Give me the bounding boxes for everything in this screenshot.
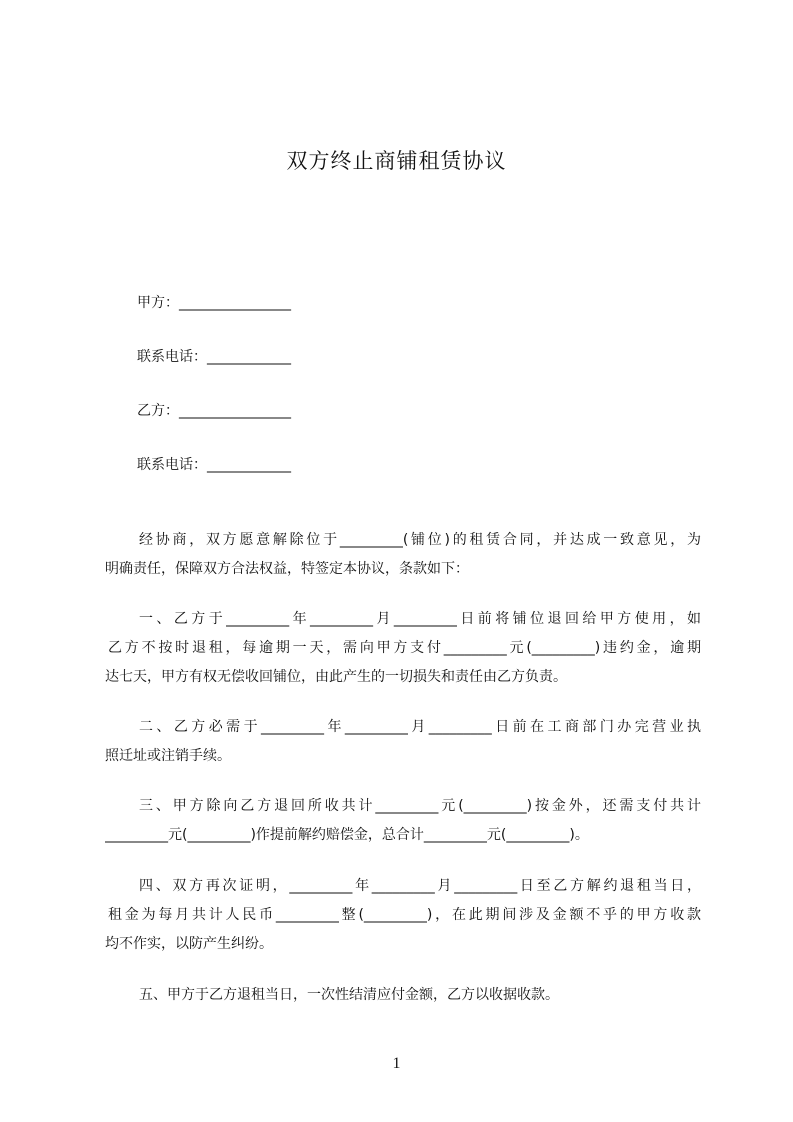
clause-4-line-3: 均不作实，以防产生纠纷。 [105, 936, 273, 952]
clause-1-paragraph [105, 605, 701, 692]
clause-5-line-1: 五、甲方于乙方退租当日，一次性结清应付金额，乙方以收据收款。 [139, 987, 559, 1003]
clause-2-paragraph [105, 713, 701, 771]
clause-4-paragraph [105, 872, 701, 959]
clause-3-line-1: 三、甲方除向乙方退回所收共计_________元(_________)按金外，还需支付共计 [139, 798, 701, 814]
clause-1-line-3: 达七天，甲方有权无偿收回铺位，由此产生的一切损失和责任由乙方负责。 [105, 669, 567, 685]
party-b-line: 乙方：________________ [137, 403, 291, 419]
clause-5-paragraph [105, 981, 701, 1010]
party-b-phone-line: 联系电话：____________ [137, 457, 291, 473]
document-title: 双方终止商铺租赁协议 [286, 149, 507, 173]
clause-1-line-2: 乙方不按时退租，每逾期一天，需向甲方支付_________元(_________)违约金，逾期 [108, 640, 701, 656]
page-number: 1 [392, 1055, 401, 1072]
clause-3-paragraph [105, 792, 701, 850]
party-a-line: 甲方：________________ [137, 295, 291, 311]
clause-1-line-1: 一、乙方于_________年_________月_________日前将铺位退回给甲方使用，如 [139, 611, 701, 627]
party-a-phone-line: 联系电话：____________ [137, 349, 291, 365]
clause-4-line-2: 租金为每月共计人民币_________整(_________)，在此期间涉及金额不乎的甲方收款 [108, 907, 701, 923]
clause-3-line-2: _________元(_________)作提前解约赔偿金，总合计_________元(_________)。 [105, 827, 589, 843]
preamble-paragraph [105, 526, 701, 584]
preamble-line-2: 明确责任，保障双方合法权益，特签定本协议，条款如下： [105, 561, 469, 577]
clause-2-line-2: 照迁址或注销手续。 [105, 748, 231, 764]
preamble-line-1: 经协商，双方愿意解除位于_________(铺位)的租赁合同，并达成一致意见，为 [139, 532, 701, 548]
clause-4-line-1: 四、双方再次证明，_________年_________月_________日至乙方解约退租当日， [139, 878, 701, 894]
clause-2-line-1: 二、乙方必需于_________年_________月_________日前在工商部门办完营业执 [139, 719, 701, 735]
